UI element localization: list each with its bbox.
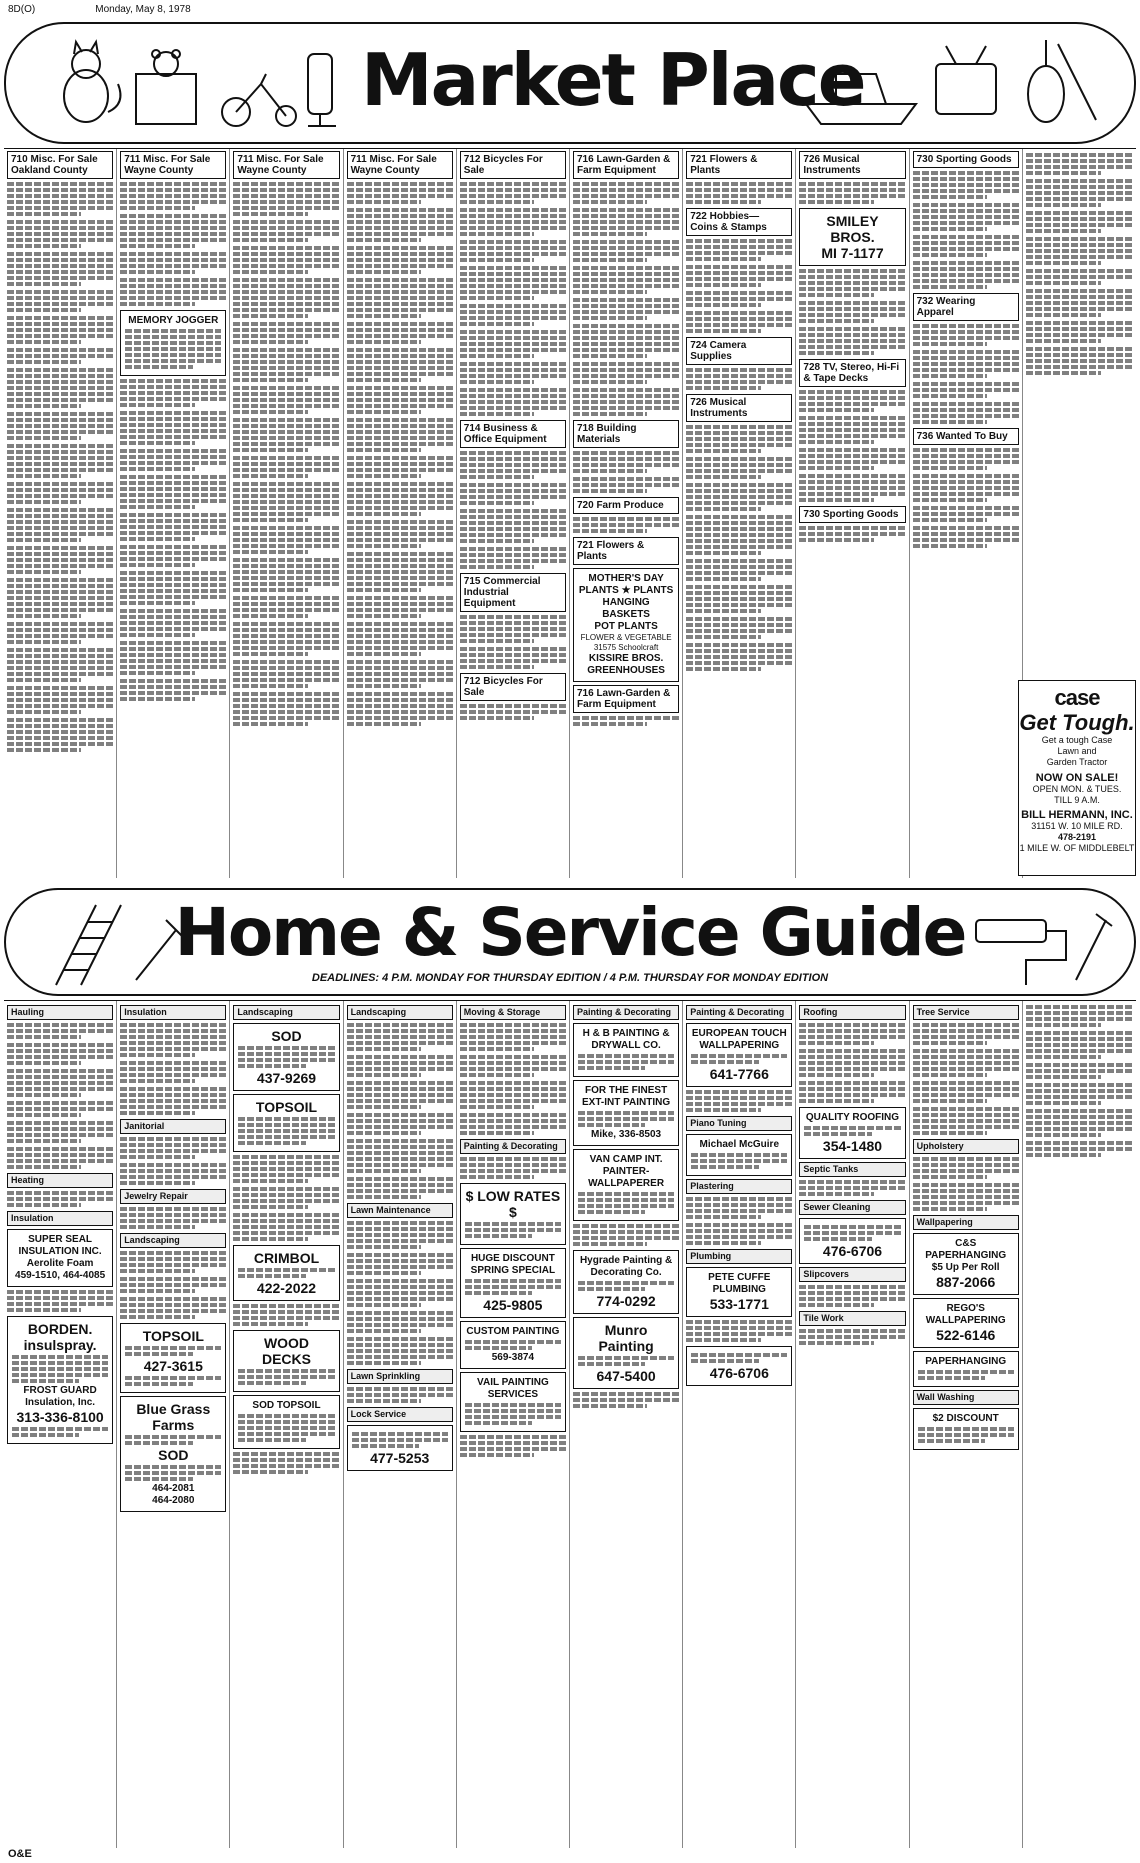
sewer-cleaning-ad <box>799 1218 905 1264</box>
ad-headline: HUGE DISCOUNT SPRING SPECIAL <box>470 1253 556 1276</box>
ad-phone: 569-3874 <box>491 1352 535 1363</box>
service-heading: Painting & Decorating <box>460 1139 566 1154</box>
ad-business-name: Michael McGuire <box>699 1139 780 1150</box>
memory-jogger-box <box>120 310 226 376</box>
category-heading: 716 Lawn-Garden & Farm Equipment <box>573 151 679 179</box>
quality-roofing-ad <box>799 1107 905 1159</box>
ad-product: TOPSOIL <box>142 1328 204 1344</box>
service-heading: Septic Tanks <box>799 1162 905 1177</box>
ad-business-name: PETE CUFFE PLUMBING <box>708 1272 771 1295</box>
category-heading: 726 Musical Instruments <box>799 151 905 179</box>
category-heading: 711 Misc. For Sale Wayne County <box>120 151 226 179</box>
ad-line: POT PLANTS <box>594 621 658 632</box>
service-heading: Tile Work <box>799 1311 905 1326</box>
case-logo: case <box>1054 685 1100 710</box>
service-column <box>457 1001 570 1848</box>
topsoil-ad <box>233 1094 339 1152</box>
ad-business-name: Hygrade Painting & Decorating Co. <box>579 1255 673 1278</box>
ad-phone: 887-2066 <box>936 1274 996 1290</box>
service-heading: Piano Tuning <box>686 1116 792 1131</box>
ad-phone: 476-6706 <box>709 1365 769 1381</box>
insulspray-logo: insulspray. <box>23 1337 97 1353</box>
service-heading: Plumbing <box>686 1249 792 1264</box>
hygrade-painting-ad <box>573 1250 679 1314</box>
vail-painting-ad <box>460 1372 566 1432</box>
ad-price: $5 Up Per Roll <box>931 1262 1000 1273</box>
ad-address: 31151 W. 10 MILE RD. <box>1031 821 1123 831</box>
ad-phone: 477-5253 <box>370 1450 430 1466</box>
ad-business-name: CRIMBOL <box>253 1250 320 1266</box>
ad-phone: 313-336-8100 <box>16 1409 104 1425</box>
category-heading: 710 Misc. For Sale Oakland County <box>7 151 113 179</box>
ad-phone: 522-6146 <box>936 1327 996 1343</box>
category-heading: 712 Bicycles For Sale <box>460 151 566 179</box>
ad-product: SOD <box>158 1447 189 1463</box>
munro-painting-ad <box>573 1317 679 1389</box>
footer-edition-mark: O&E <box>8 1848 32 1860</box>
television-icon <box>936 46 996 114</box>
toy-box-icon <box>136 50 196 124</box>
category-heading: 730 Sporting Goods <box>913 151 1019 168</box>
ad-phone: 437-9269 <box>256 1070 317 1086</box>
service-heading: Lawn Sprinkling <box>347 1369 453 1384</box>
ad-phone: 774-0292 <box>596 1293 656 1309</box>
category-heading: 732 Wearing Apparel <box>913 293 1019 321</box>
borden-insulspray-ad <box>7 1316 113 1444</box>
ad-phone: 476-6706 <box>822 1243 883 1259</box>
vacuum-icon <box>308 54 336 126</box>
category-heading: 721 Flowers & Plants <box>686 151 792 179</box>
custom-painting-ad <box>460 1321 566 1369</box>
service-heading: Wall Washing <box>913 1390 1019 1405</box>
classified-column <box>4 149 117 878</box>
ad-business-name: Munro Painting <box>598 1322 654 1354</box>
wall-washing-ad <box>913 1408 1019 1450</box>
home-service-title: Home & Service Guide <box>174 894 966 971</box>
service-heading: Painting & Decorating <box>573 1005 679 1020</box>
ad-headline: $ LOW RATES $ <box>465 1188 561 1220</box>
service-heading: Jewelry Repair <box>120 1189 226 1204</box>
ad-business-name: GREENHOUSES <box>587 665 665 676</box>
service-column <box>1023 1001 1136 1848</box>
ad-business-name: KISSIRE BROS. <box>588 653 664 664</box>
service-heading: Janitorial <box>120 1119 226 1134</box>
service-column <box>796 1001 909 1848</box>
ad-business-name: VAN CAMP INT. PAINTER-WALLPAPERER <box>588 1154 665 1189</box>
banner-clipart-right <box>956 900 1116 990</box>
ad-business-name: QUALITY ROOFING <box>805 1112 900 1123</box>
ad-business-name: H & B PAINTING & DRYWALL CO. <box>582 1028 670 1051</box>
service-column <box>4 1001 117 1848</box>
service-heading: Moving & Storage <box>460 1005 566 1020</box>
service-heading: Lawn Maintenance <box>347 1203 453 1218</box>
pete-cuffe-ad <box>686 1267 792 1317</box>
home-service-directory <box>4 1000 1136 1848</box>
tricycle-icon <box>222 74 296 126</box>
service-heading: Landscaping <box>347 1005 453 1020</box>
sod-topsoil-ad <box>233 1395 339 1449</box>
category-heading: 720 Farm Produce <box>573 497 679 514</box>
ad-product: TOPSOIL <box>255 1099 318 1115</box>
ad-business-name: SMILEY BROS. <box>826 213 879 245</box>
ad-headline: MOTHER'S DAY <box>588 573 664 584</box>
wrench-icon <box>1076 914 1112 980</box>
finest-painting-ad <box>573 1080 679 1146</box>
mothers-day-ad <box>573 568 679 682</box>
ad-phone: 459-1510, 464-4085 <box>15 1270 106 1281</box>
cs-paperhanging-ad <box>913 1233 1019 1295</box>
ad-sale: NOW ON SALE! <box>1035 772 1119 784</box>
service-heading: Landscaping <box>233 1005 339 1020</box>
ad-hours: OPEN MON. & TUES. <box>1032 784 1122 794</box>
service-column <box>230 1001 343 1848</box>
service-heading: Plastering <box>686 1179 792 1194</box>
service-column <box>910 1001 1023 1848</box>
classified-column <box>117 149 230 878</box>
category-heading: 712 Bicycles For Sale <box>460 673 566 701</box>
ad-line: FLOWER & VEGETABLE <box>580 633 672 642</box>
ad-slogan: Get Tough. <box>1019 710 1135 735</box>
ad-business-name: EUROPEAN TOUCH WALLPAPERING <box>691 1028 787 1051</box>
ad-phone: MI 7-1177 <box>821 245 884 261</box>
ad-phone: 464-2080 <box>152 1495 195 1506</box>
page-date: Monday, May 8, 1978 <box>95 4 191 15</box>
service-heading: Tree Service <box>913 1005 1019 1020</box>
category-heading: 711 Misc. For Sale Wayne County <box>347 151 453 179</box>
regos-wallpapering-ad <box>913 1298 1019 1348</box>
case-tractor-ad <box>1018 680 1136 876</box>
ad-product: Aerolite Foam <box>26 1258 94 1269</box>
ad-phone: 533-1771 <box>709 1296 769 1312</box>
service-heading: Wallpapering <box>913 1215 1019 1230</box>
banner-clipart-left <box>46 34 346 134</box>
ad-phone: 427-3615 <box>143 1358 203 1374</box>
service-heading: Sewer Cleaning <box>799 1200 905 1215</box>
ad-line: PLANTS ★ PLANTS <box>578 585 674 596</box>
sod-ad <box>233 1023 339 1091</box>
sewer-ad <box>686 1346 792 1386</box>
category-heading: 711 Misc. For Sale Wayne County <box>233 151 339 179</box>
classified-column <box>344 149 457 878</box>
ad-phone: 478-2191 <box>1057 832 1097 842</box>
service-column <box>683 1001 796 1848</box>
service-heading: Insulation <box>120 1005 226 1020</box>
memory-jogger-title: MEMORY JOGGER <box>128 315 219 326</box>
paperhanging-ad <box>913 1351 1019 1387</box>
ad-line: Garden Tractor <box>1046 757 1108 767</box>
borden-logo: BORDEN. <box>27 1321 93 1337</box>
cat-icon <box>64 42 120 122</box>
ad-product: SOD TOPSOIL <box>252 1400 321 1411</box>
category-heading: 726 Musical Instruments <box>686 394 792 422</box>
service-column <box>570 1001 683 1848</box>
service-heading: Landscaping <box>120 1233 226 1248</box>
ad-location: 1 MILE W. OF MIDDLEBELT <box>1019 843 1135 853</box>
ad-headline: $2 DISCOUNT <box>932 1413 999 1424</box>
category-heading: 714 Business & Office Equipment <box>460 420 566 448</box>
banner-clipart-right <box>796 34 1116 134</box>
classified-column <box>796 149 909 878</box>
ad-dealer: BILL HERMANN, INC. <box>1021 809 1133 821</box>
ad-business-name: C&S PAPERHANGING <box>925 1238 1007 1261</box>
category-heading: 736 Wanted To Buy <box>913 428 1019 445</box>
page-number: 8D(O) <box>8 4 36 15</box>
classified-column <box>230 149 343 878</box>
deadlines: DEADLINES: 4 P.M. MONDAY FOR THURSDAY EDITION / 4 P.M. THURSDAY FOR MONDAY EDITION <box>311 972 829 984</box>
service-heading: Painting & Decorating <box>686 1005 792 1020</box>
category-heading: 721 Flowers & Plants <box>573 537 679 565</box>
lock-service-ad <box>347 1425 453 1471</box>
ad-headline: CUSTOM PAINTING <box>466 1326 560 1337</box>
ad-address: 31575 Schoolcraft <box>593 643 659 652</box>
classified-column <box>570 149 683 878</box>
market-place-title: Market Place <box>361 38 865 122</box>
ad-phone: 354-1480 <box>822 1138 883 1154</box>
huge-discount-ad <box>460 1248 566 1318</box>
market-place-banner <box>4 22 1136 144</box>
category-heading: 728 TV, Stereo, Hi-Fi & Tape Decks <box>799 359 905 387</box>
ad-phone: 641-7766 <box>709 1066 769 1082</box>
ad-line: HANGING BASKETS <box>602 597 650 620</box>
folio <box>8 4 1132 18</box>
classified-column <box>457 149 570 878</box>
service-heading: Lock Service <box>347 1407 453 1422</box>
home-service-banner <box>4 888 1136 996</box>
ad-product: SOD <box>271 1028 302 1044</box>
ad-business-name: VAIL PAINTING SERVICES <box>477 1377 549 1400</box>
service-heading: Slipcovers <box>799 1267 905 1282</box>
ad-business-name: Blue Grass Farms <box>136 1401 211 1433</box>
category-heading: 715 Commercial Industrial Equipment <box>460 573 566 612</box>
ad-line: Lawn and <box>1057 746 1097 756</box>
ad-business-name: SUPER SEAL INSULATION INC. <box>18 1234 102 1257</box>
market-place-classifieds <box>4 148 1136 878</box>
service-heading: Roofing <box>799 1005 905 1020</box>
michael-mcguire-ad <box>686 1134 792 1176</box>
violin-icon <box>1028 40 1096 122</box>
ad-headline: PAPERHANGING <box>925 1356 1007 1367</box>
blue-grass-farms-ad <box>120 1396 226 1512</box>
category-heading: 718 Building Materials <box>573 420 679 448</box>
super-seal-ad <box>7 1229 113 1287</box>
classified-column <box>683 149 796 878</box>
boat-icon <box>806 74 916 124</box>
european-touch-ad <box>686 1023 792 1087</box>
ad-phone: 422-2022 <box>256 1280 317 1296</box>
service-heading: Hauling <box>7 1005 113 1020</box>
category-heading: 716 Lawn-Garden & Farm Equipment <box>573 685 679 713</box>
category-heading: 722 Hobbies— Coins & Stamps <box>686 208 792 236</box>
paint-roller-icon <box>976 920 1066 985</box>
ad-business-name: FROST GUARD Insulation, Inc. <box>23 1385 97 1408</box>
service-heading: Upholstery <box>913 1139 1019 1154</box>
category-heading: 730 Sporting Goods <box>799 506 905 523</box>
ad-phone: 647-5400 <box>596 1368 656 1384</box>
van-camp-ad <box>573 1149 679 1221</box>
service-column <box>117 1001 230 1848</box>
service-heading: Heating <box>7 1173 113 1188</box>
classified-column <box>910 149 1023 878</box>
service-heading: Insulation <box>7 1211 113 1226</box>
ad-phone: Mike, 336-8503 <box>591 1129 662 1140</box>
topsoil-ad <box>120 1323 226 1393</box>
service-column <box>344 1001 457 1848</box>
category-heading: 724 Camera Supplies <box>686 337 792 365</box>
wood-decks-ad <box>233 1330 339 1392</box>
ad-phone: 425-9805 <box>483 1297 543 1313</box>
ad-phone: 464-2081 <box>152 1483 195 1494</box>
smiley-bros-ad <box>799 208 905 266</box>
crimbol-ad <box>233 1245 339 1301</box>
hb-painting-ad <box>573 1023 679 1077</box>
ad-business-name: REGO'S WALLPAPERING <box>925 1303 1006 1326</box>
ad-product: WOOD DECKS <box>261 1335 311 1367</box>
low-rates-ad <box>460 1183 566 1245</box>
ad-headline: FOR THE FINEST EXT-INT PAINTING <box>582 1085 671 1108</box>
ad-hours: TILL 9 A.M. <box>1054 795 1100 805</box>
ad-line: Get a tough Case <box>1041 735 1113 745</box>
